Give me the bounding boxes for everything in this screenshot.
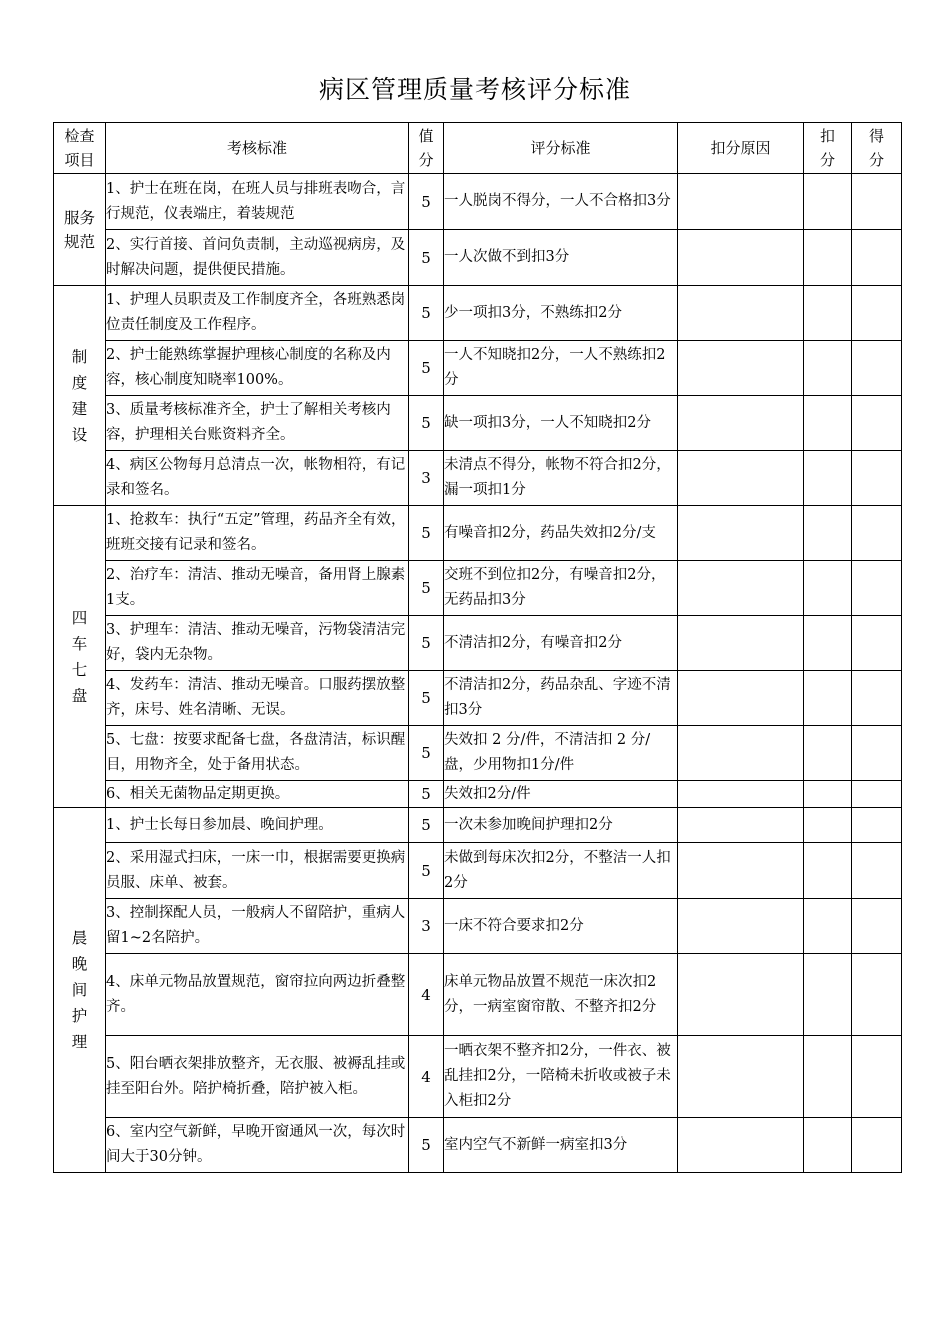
category-label: 服务规范 xyxy=(63,208,95,251)
category-cell xyxy=(54,174,106,286)
criteria-cell: 6、相关无菌物品定期更换。 xyxy=(106,781,409,808)
deduct-cell xyxy=(804,808,852,843)
table-row xyxy=(54,561,902,616)
got-cell xyxy=(852,671,902,726)
deduct-cell xyxy=(804,781,852,808)
reason-cell xyxy=(678,954,804,1036)
criteria-cell: 1、护士长每日参加晨、晚间护理。 xyxy=(106,808,409,843)
reason-cell xyxy=(678,286,804,341)
reason-cell xyxy=(678,726,804,781)
score-cell: 5 xyxy=(409,671,444,726)
category-label: 晨晚间护理 xyxy=(71,929,88,1051)
table-row xyxy=(54,781,902,808)
criteria-cell: 1、抢救车：执行“五定”管理，药品齐全有效，班班交接有记录和签名。 xyxy=(106,506,409,561)
deduct-cell xyxy=(804,341,852,396)
category-cell xyxy=(54,808,106,1173)
header-reason: 扣分原因 xyxy=(678,123,804,174)
category-cell xyxy=(54,286,106,506)
header-standard: 评分标准 xyxy=(444,123,678,174)
criteria-cell: 4、病区公物每月总清点一次，帐物相符，有记录和签名。 xyxy=(106,451,409,506)
got-cell xyxy=(852,899,902,954)
got-cell xyxy=(852,781,902,808)
standard-cell: 缺一项扣3分，一人不知晓扣2分 xyxy=(444,396,678,451)
deduct-cell xyxy=(804,451,852,506)
score-cell: 5 xyxy=(409,506,444,561)
criteria-cell: 5、阳台晒衣架排放整齐，无衣服、被褥乱挂或挂至阳台外。陪护椅折叠，陪护被入柜。 xyxy=(106,1036,409,1118)
deduct-cell xyxy=(804,1036,852,1118)
table-row xyxy=(54,451,902,506)
score-cell: 3 xyxy=(409,451,444,506)
table-body xyxy=(54,174,902,1173)
table-row xyxy=(54,1118,902,1173)
reason-cell xyxy=(678,230,804,286)
standard-cell: 一晒衣架不整齐扣2分，一件衣、被乱挂扣2分，一陪椅未折收或被子未入柜扣2分 xyxy=(444,1036,678,1118)
got-cell xyxy=(852,808,902,843)
table-row xyxy=(54,726,902,781)
standard-cell: 床单元物品放置不规范一床次扣2分，一病室窗帘散、不整齐扣2分 xyxy=(444,954,678,1036)
reason-cell xyxy=(678,843,804,899)
table-row xyxy=(54,1036,902,1118)
got-cell xyxy=(852,616,902,671)
score-cell: 3 xyxy=(409,899,444,954)
reason-cell xyxy=(678,1118,804,1173)
score-cell: 5 xyxy=(409,726,444,781)
reason-cell xyxy=(678,561,804,616)
criteria-cell: 2、护士能熟练掌握护理核心制度的名称及内容，核心制度知晓率100%。 xyxy=(106,341,409,396)
standard-cell: 一人不知晓扣2分，一人不熟练扣2分 xyxy=(444,341,678,396)
table-row xyxy=(54,286,902,341)
reason-cell xyxy=(678,781,804,808)
standard-cell: 未做到每床次扣2分，不整洁一人扣2分 xyxy=(444,843,678,899)
got-cell xyxy=(852,174,902,230)
deduct-cell xyxy=(804,726,852,781)
score-cell: 5 xyxy=(409,1118,444,1173)
deduct-cell xyxy=(804,843,852,899)
criteria-cell: 3、质量考核标准齐全，护士了解相关考核内容，护理相关台账资料齐全。 xyxy=(106,396,409,451)
got-cell xyxy=(852,396,902,451)
category-cell xyxy=(54,506,106,808)
score-cell: 5 xyxy=(409,843,444,899)
reason-cell xyxy=(678,396,804,451)
table-row xyxy=(54,843,902,899)
standard-cell: 一床不符合要求扣2分 xyxy=(444,899,678,954)
category-label: 制度建设 xyxy=(71,347,88,444)
standard-cell: 失效扣2分/件 xyxy=(444,781,678,808)
table-row xyxy=(54,506,902,561)
score-cell: 5 xyxy=(409,808,444,843)
got-cell xyxy=(852,230,902,286)
got-cell xyxy=(852,451,902,506)
got-cell xyxy=(852,341,902,396)
score-cell: 5 xyxy=(409,561,444,616)
score-cell: 5 xyxy=(409,341,444,396)
deduct-cell xyxy=(804,174,852,230)
reason-cell xyxy=(678,341,804,396)
score-cell: 4 xyxy=(409,954,444,1036)
criteria-cell: 6、室内空气新鲜，早晚开窗通风一次，每次时间大于30分钟。 xyxy=(106,1118,409,1173)
reason-cell xyxy=(678,616,804,671)
criteria-cell: 2、实行首接、首问负责制，主动巡视病房，及时解决问题，提供便民措施。 xyxy=(106,230,409,286)
standard-cell: 交班不到位扣2分，有噪音扣2分，无药品扣3分 xyxy=(444,561,678,616)
criteria-cell: 1、护理人员职责及工作制度齐全，各班熟悉岗位责任制度及工作程序。 xyxy=(106,286,409,341)
score-cell: 5 xyxy=(409,230,444,286)
score-cell: 5 xyxy=(409,781,444,808)
criteria-cell: 4、发药车：清洁、推动无噪音。口服药摆放整齐，床号、姓名清晰、无误。 xyxy=(106,671,409,726)
got-cell xyxy=(852,726,902,781)
reason-cell xyxy=(678,899,804,954)
standard-cell: 未清点不得分，帐物不符合扣2分，漏一项扣1分 xyxy=(444,451,678,506)
score-cell: 5 xyxy=(409,286,444,341)
category-label: 四车七盘 xyxy=(71,608,88,705)
table-row xyxy=(54,671,902,726)
got-cell xyxy=(852,506,902,561)
header-category: 检查项目 xyxy=(54,123,106,174)
header-row xyxy=(54,123,902,174)
criteria-cell: 1、护士在班在岗，在班人员与排班表吻合，言行规范，仪表端庄，着装规范 xyxy=(106,174,409,230)
standard-cell: 一人脱岗不得分，一人不合格扣3分 xyxy=(444,174,678,230)
reason-cell xyxy=(678,1036,804,1118)
standard-cell: 室内空气不新鲜一病室扣3分 xyxy=(444,1118,678,1173)
deduct-cell xyxy=(804,230,852,286)
table-row xyxy=(54,341,902,396)
standard-cell: 少一项扣3分，不熟练扣2分 xyxy=(444,286,678,341)
header-deduct: 扣分 xyxy=(804,123,852,174)
table-row xyxy=(54,808,902,843)
criteria-cell: 5、七盘：按要求配备七盘，各盘清洁，标识醒目，用物齐全，处于备用状态。 xyxy=(106,726,409,781)
reason-cell xyxy=(678,671,804,726)
got-cell xyxy=(852,954,902,1036)
deduct-cell xyxy=(804,671,852,726)
table-row xyxy=(54,230,902,286)
got-cell xyxy=(852,843,902,899)
got-cell xyxy=(852,286,902,341)
standard-cell: 失效扣 2 分/件，不清洁扣 2 分/盘，少用物扣1分/件 xyxy=(444,726,678,781)
header-got: 得分 xyxy=(852,123,902,174)
deduct-cell xyxy=(804,899,852,954)
got-cell xyxy=(852,1118,902,1173)
standard-cell: 一人次做不到扣3分 xyxy=(444,230,678,286)
assessment-table xyxy=(53,122,902,1173)
score-cell: 5 xyxy=(409,396,444,451)
criteria-cell: 3、护理车：清洁、推动无噪音，污物袋清洁完好，袋内无杂物。 xyxy=(106,616,409,671)
criteria-cell: 4、床单元物品放置规范，窗帘拉向两边折叠整齐。 xyxy=(106,954,409,1036)
score-cell: 4 xyxy=(409,1036,444,1118)
score-cell: 5 xyxy=(409,174,444,230)
criteria-cell: 3、控制探配人员，一般病人不留陪护，重病人留1~2名陪护。 xyxy=(106,899,409,954)
reason-cell xyxy=(678,174,804,230)
page-title: 病区管理质量考核评分标准 xyxy=(318,75,631,104)
deduct-cell xyxy=(804,954,852,1036)
criteria-cell: 2、采用湿式扫床，一床一巾，根据需要更换病员服、床单、被套。 xyxy=(106,843,409,899)
criteria-cell: 2、治疗车：清洁、推动无噪音，备用肾上腺素1支。 xyxy=(106,561,409,616)
deduct-cell xyxy=(804,506,852,561)
deduct-cell xyxy=(804,1118,852,1173)
reason-cell xyxy=(678,451,804,506)
deduct-cell xyxy=(804,286,852,341)
reason-cell xyxy=(678,808,804,843)
deduct-cell xyxy=(804,396,852,451)
got-cell xyxy=(852,561,902,616)
table-row xyxy=(54,174,902,230)
deduct-cell xyxy=(804,561,852,616)
table-row xyxy=(54,899,902,954)
standard-cell: 不清洁扣2分，有噪音扣2分 xyxy=(444,616,678,671)
deduct-cell xyxy=(804,616,852,671)
standard-cell: 有噪音扣2分，药品失效扣2分/支 xyxy=(444,506,678,561)
header-score: 值分 xyxy=(409,123,444,174)
score-cell: 5 xyxy=(409,616,444,671)
got-cell xyxy=(852,1036,902,1118)
table-row xyxy=(54,616,902,671)
table-row xyxy=(54,396,902,451)
reason-cell xyxy=(678,506,804,561)
standard-cell: 一次未参加晚间护理扣2分 xyxy=(444,808,678,843)
table-row xyxy=(54,954,902,1036)
standard-cell: 不清洁扣2分，药品杂乱、字迹不清扣3分 xyxy=(444,671,678,726)
header-criteria: 考核标准 xyxy=(106,123,409,174)
